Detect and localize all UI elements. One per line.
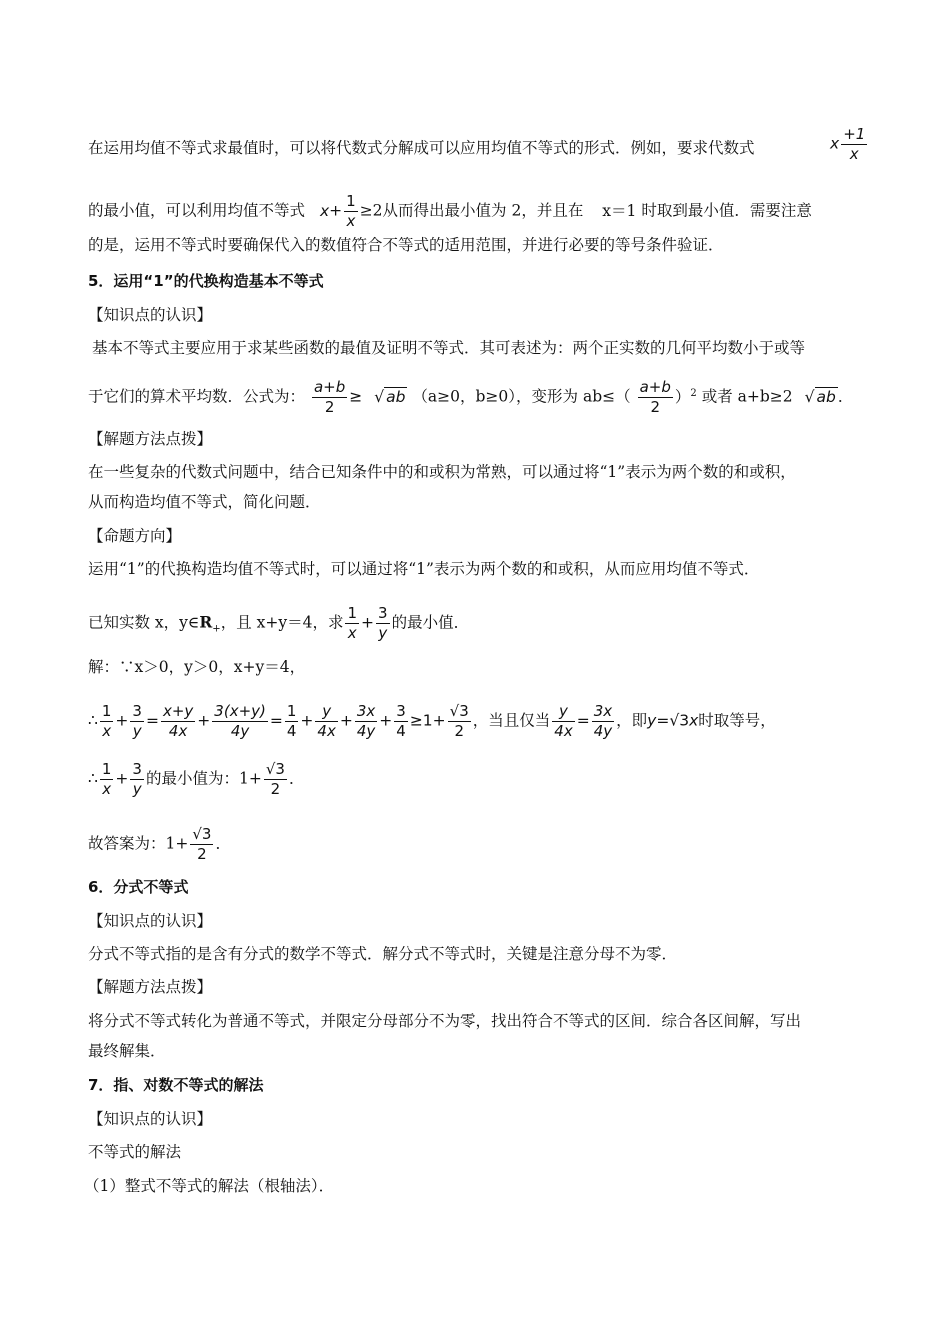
s5-method-2: 从而构造均值不等式，简化问题． bbox=[88, 493, 321, 511]
intro-text-3: 的是，运用不等式时要确保代入的数值符合不等式的适用范围，并进行必要的等号条件验证． bbox=[88, 236, 724, 254]
s5-knowledge-1: 基本不等式主要应用于求某些函数的最值及证明不等式．其可表述为：两个正实数的几何平均数小于或等 bbox=[92, 339, 806, 357]
s5-tag-method: 【解题方法点拨】 bbox=[88, 430, 213, 448]
s5-solution-3-tail: 的最小值为：1+ bbox=[145, 769, 262, 788]
s5-answer: 故答案为：1+ $\frac{√3}{2}$ ． bbox=[88, 825, 231, 863]
expr-denominator: x bbox=[849, 145, 859, 163]
s5-solution-1: 解：∵x＞0，y＞0，x+y＝4， bbox=[88, 658, 306, 676]
s6-method-2: 最终解集． bbox=[88, 1042, 166, 1060]
intro-line-3 bbox=[88, 234, 864, 256]
s5-example-b: ，且 x+y＝4，求 bbox=[220, 613, 344, 632]
s5-example-R: R bbox=[199, 612, 213, 632]
s6-knowledge: 分式不等式指的是含有分式的数学不等式．解分式不等式时，关键是注意分母不为零． bbox=[88, 945, 678, 963]
s5-answer-text: 故答案为：1+ bbox=[88, 834, 189, 853]
s5-solution-2-mid: ，当且仅当 bbox=[472, 711, 551, 730]
s5-example: 已知实数 x，$y\in R_+$，且 x+y＝4，求 $\frac{1}{x}$ + $\frac{3}{y}$ 的最小值． bbox=[88, 604, 470, 642]
s7-knowledge-2: （1）整式不等式的解法（根轴法）． bbox=[84, 1177, 335, 1195]
intro-text-2b: 时取到最小值．需要注意 bbox=[641, 201, 812, 220]
intro-line-1 bbox=[88, 125, 866, 163]
s6-tag-knowledge: 【知识点的认识】 bbox=[88, 912, 213, 930]
s6-tag-method: 【解题方法点拨】 bbox=[88, 978, 213, 996]
s6-method-1: 将分式不等式转化为普通不等式，并限定分母部分不为零，找出符合不等式的区间．综合各区间解，写出 bbox=[88, 1012, 802, 1030]
s5-knowledge-cond: （a≥0，b≥0），变形为 ab≤（ bbox=[412, 387, 631, 406]
s7-tag-knowledge: 【知识点的认识】 bbox=[88, 1110, 213, 1128]
s5-tag-knowledge: 【知识点的认识】 bbox=[88, 306, 213, 324]
s5-method-1: 在一些复杂的代数式问题中，结合已知条件中的和或积为常熟，可以通过将“1”表示为两个数的和或积， bbox=[88, 463, 796, 481]
expr-x: x bbox=[830, 134, 840, 153]
s7-knowledge-1: 不等式的解法 bbox=[88, 1143, 182, 1161]
s5-knowledge-2a: 于它们的算术平均数．公式为： bbox=[88, 387, 306, 406]
expr-numerator: +1 bbox=[843, 125, 866, 143]
s5-solution-2-tail: 时取等号， bbox=[698, 711, 776, 730]
section-5-heading: 5．运用“1”的代换构造基本不等式 bbox=[88, 272, 324, 290]
section-7-heading: 7．指、对数不等式的解法 bbox=[88, 1076, 264, 1094]
s5-direction-1: 运用“1”的代换构造均值不等式时，可以通过将“1”表示为两个数的和或积，从而应用均值不等式． bbox=[88, 560, 760, 578]
intro-text-2-ge: ≥2从而得出最小值为 2，并且在 bbox=[359, 201, 584, 220]
intro-text-1: 在运用均值不等式求最值时，可以将代数式分解成可以应用均值不等式的形式．例如，要求代数式 bbox=[88, 139, 755, 157]
intro-line-2: 的最小值，可以利用均值不等式 x+ $\frac{1}{x}$ ≥2从而得出最小值为 2，并且在 x＝1 时取到最小值．需要注意 bbox=[88, 192, 812, 230]
intro-text-x-eq-1: x＝1 bbox=[602, 201, 637, 220]
s5-tag-direction: 【命题方向】 bbox=[88, 527, 182, 545]
s5-solution-3: ∴ $\frac{1}{x}$ + $\frac{3}{y}$ 的最小值为：1+ $\frac{√3}{2}$ ． bbox=[88, 760, 305, 798]
s5-example-a: 已知实数 x，y∈ bbox=[88, 613, 200, 632]
s5-knowledge-tail: 或者 a+b≥2 bbox=[701, 387, 793, 406]
s5-solution-2: ∴ $\frac{1}{x}$ + $\frac{3}{y}$ = $\frac{x+y}{4x}$ + $\frac{3(x+y)}{4y}$ = $\frac{1}{4}$ + $\frac{y}{4x}$ + $\frac{3x}{4y}$ + $\frac{3}{4}$ ≥1+ $\frac{√3}{2}$ ，当且仅当 $\frac{y}{4x}$ = $\frac{3x}{4y}$ ，即y=√3x时取等号， bbox=[88, 702, 776, 740]
section-6-heading: 6．分式不等式 bbox=[88, 878, 189, 896]
s5-knowledge-2: 于它们的算术平均数．公式为： $\frac{a+b}{2}$ ≥ √ ab （a≥0，b≥0），变形为 ab≤（ $\frac{a+b}{2}$ ）$^2$ 或者 a+b≥2 √ ab ． bbox=[88, 378, 854, 416]
s5-example-c: 的最小值． bbox=[391, 613, 470, 632]
intro-expression bbox=[830, 125, 869, 164]
intro-text-2a: 的最小值，可以利用均值不等式 bbox=[88, 201, 306, 220]
